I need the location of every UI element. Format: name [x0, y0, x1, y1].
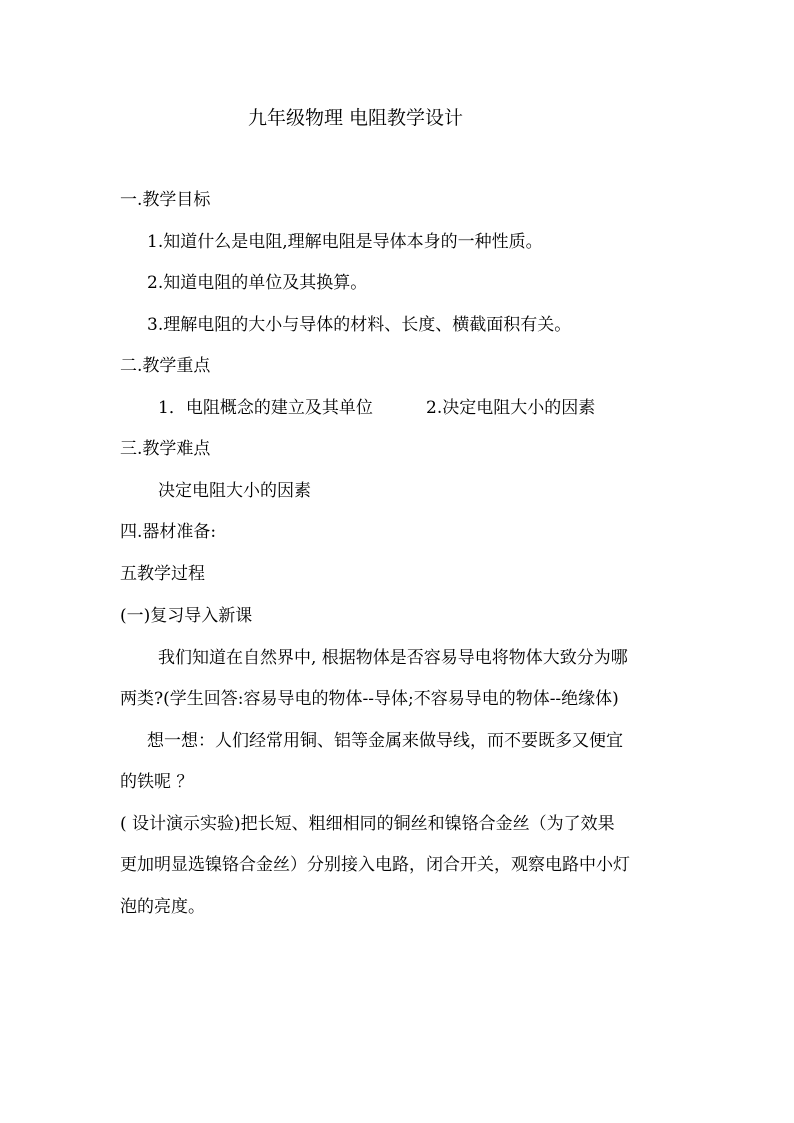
- goal-item: 2.知道电阻的单位及其换算。: [147, 273, 368, 293]
- paragraph-line: ( 设计演示实验)把长短、粗细相同的铜丝和镍铬合金丝（为了效果: [120, 814, 615, 834]
- paragraph-line: 想一想：人们经常用铜、铝等金属来做导线，而不要既多又便宜: [147, 731, 623, 751]
- paragraph-line: 我们知道在自然界中, 根据物体是否容易导电将物体大致分为哪: [158, 648, 628, 668]
- document-title: 九年级物理 电阻教学设计: [248, 107, 464, 129]
- goals-heading: 一.教学目标: [120, 190, 211, 210]
- difficulty-text: 决定电阻大小的因素: [158, 481, 311, 501]
- goal-item: 1.知道什么是电阻,理解电阻是导体本身的一种性质。: [147, 232, 543, 252]
- paragraph-line: 的铁呢 ？: [120, 772, 194, 792]
- equipment-heading: 四.器材准备:: [120, 522, 217, 542]
- paragraph-line: 两类?(学生回答:容易导电的物体--导体;不容易导电的物体--绝缘体): [120, 689, 619, 709]
- process-heading: 五教学过程: [120, 564, 205, 584]
- paragraph-line: 更加明显选镍铬合金丝）分别接入电路，闭合开关，观察电路中小灯: [120, 855, 630, 875]
- key-point-item: 2.决定电阻大小的因素: [426, 398, 596, 418]
- review-heading: (一)复习导入新课: [120, 606, 253, 626]
- difficulty-heading: 三.教学难点: [120, 439, 211, 459]
- paragraph-line: 泡的亮度。: [120, 897, 205, 917]
- goal-item: 3.理解电阻的大小与导体的材料、长度、横截面积有关。: [147, 315, 572, 335]
- key-points-heading: 二.教学重点: [120, 356, 211, 376]
- key-point-item: 1．电阻概念的建立及其单位: [158, 398, 373, 418]
